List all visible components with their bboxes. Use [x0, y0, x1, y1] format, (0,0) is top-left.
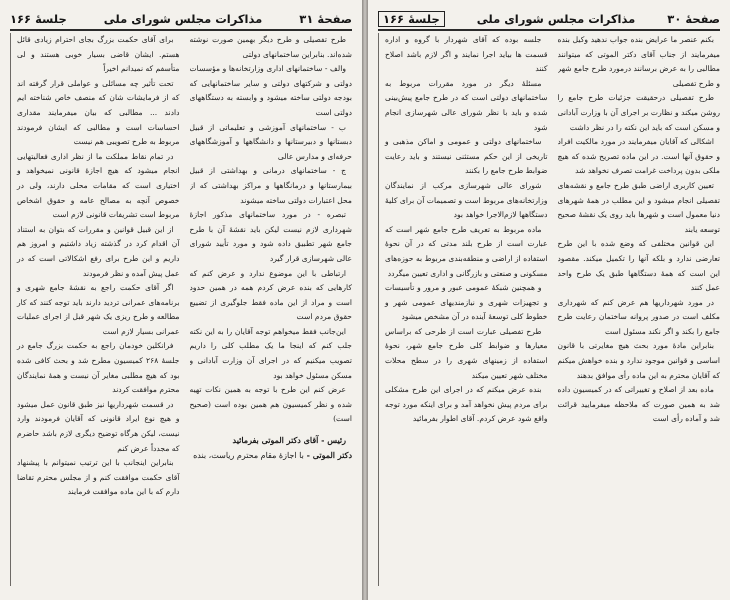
paragraph: برای آقای حکمت بزرگ بجای احترام زیادی قائل هستم. ایشان قاضی بسیار خوبی هستند و لی متأسفم که نمیدانم اخیراً [17, 35, 180, 74]
paragraph: بکنم عنصر ما عرایض بنده جواب ندهید وکیل بنده میفرمایند از جناب آقای دکتر الموتی که میتوانند مطالبی را به عرض برسانند درمورد طرح جامع شهر و طرح تفصیلی [557, 35, 720, 88]
paragraph: شورای عالی شهرسازی مرکب از نمایندگان وزارتخانه‌های مربوط است و تصمیمات آن برای کلیهٔ دستگاهها لازم‌الاجرا خواهد بود [385, 180, 548, 220]
paragraph: تعیین کاربری اراضی طبق طرح جامع و نقشه‌های تفصیلی انجام میشود و این مطلب در همهٔ شهرهای دنیا معمول است و شهرها باید روی یک نقشهٔ صحیح توسعه یابند [557, 180, 720, 234]
paragraph: بنابراین مادهٔ مورد بحث هیچ مغایرتی با قانون اساسی و قوانین موجود ندارد و بنده خواهش میکنم که آقایان محترم به این ماده رأی موافق بدهند [557, 341, 720, 380]
speaker-line: رئیس - آقای دکتر الموتی بفرمائید دکتر الموتی - با اجازهٔ مقام محترم ریاست، بنده [193, 435, 352, 460]
column-right [558, 33, 721, 586]
paragraph: در تمام نقاط مملکت ما از نظر اداری فعالیتهایی انجام میشود که هیچ اجازهٔ قانونی نمیخواهد و اختیاری است که مقامات محلی دارند، ولی در خصوص آنچه به مصالح عامه و حقوق اشخاص مربوط است تشریفات قانونی لازم است [17, 151, 180, 220]
paragraph: ب - ساختمانهای آموزشی و تعلیماتی از قبیل دبستانها و دبیرستانها و دانشگاهها و آموزشگاههای حرفه‌ای و مدارس عالی [189, 122, 352, 161]
paragraph: ساختمانهای دولتی و عمومی و اماکن مذهبی و تاریخی از این حکم مستثنی نیستند و باید رعایت ضوابط طرح جامع را بکنند [385, 137, 548, 176]
page-number: صفحهٔ ۳۱ [299, 12, 352, 26]
chair-statement: رئیس - آقای دکتر الموتی بفرمائید [232, 435, 346, 446]
paragraph: تحت تأثیر چه مسائلی و عواملی قرار گرفته اند که از فرمایشات شان که منصف خاص شناخته ایم دادند ... مطالبی که بیان میفرمایند مقداری احساسات است و مطالبی که ایشان فرمودند مربوط به طرح تصویبی هم نیست [17, 78, 180, 147]
paragraph: طرح تفصیلی عبارت است از طرحی که براساس معیارها و ضوابط کلی طرح جامع شهر، نحوهٔ استفاده از زمینهای شهری را در سطح محلات مختلف شهر تعیین میکند [385, 326, 548, 380]
column-left [378, 33, 548, 586]
session-number: جلسهٔ ۱۶۶ [10, 12, 67, 26]
paragraph: اگر آقای حکمت راجع به نقشهٔ جامع شهری و برنامه‌های عمرانی تردید دارند باید توجه کنند که کار مطالعه و طرح ریزی یک شهر قبل از اجرای عملیات عمرانی بسیار لازم است [17, 283, 180, 336]
running-title: مذاکرات مجلس شورای ملی [103, 12, 263, 26]
paragraph: از این قبیل قوانین و مقررات که بتوان به استناد آن اقدام کرد در گذشته زیاد داشتیم و امروز هم داریم و این طرح برای رفع اشکالاتی است که در عمل پیش آمده و نظر فرمودند [17, 224, 180, 278]
paragraph: این قوانین مختلفی که وضع شده با این طرح تعارضی ندارد و بلکه آنها را تکمیل میکند. مقصود این است که همهٔ دستگاهها طبق یک طرح واحد عمل کنند [557, 239, 720, 293]
paragraph: والف - ساختمانهای اداری وزارتخانه‌ها و مؤسسات دولتی و شرکتهای دولتی و سایر ساختمانهایی که بودجه دولتی ساخته میشود و وابسته به دستگاههای دولتی است [189, 64, 352, 117]
text-columns [10, 33, 352, 586]
session-number: جلسهٔ ۱۶۶ [378, 11, 445, 27]
speaker-name: دکتر الموتی [312, 449, 352, 460]
page-number: صفحهٔ ۳۰ [667, 12, 720, 26]
running-title: مذاکرات مجلس شورای ملی [476, 12, 636, 26]
paragraph: جلسه بوده که آقای شهردار با گروه و اداره قسمت ها بیاید اجرا نمایند و اگر لازم باشد اصلاح کنند [385, 35, 548, 74]
paragraph: ماده مربوط به تعریف طرح جامع شهر است که عبارت است از طرح بلند مدتی که در آن نحوهٔ استفاده از اراضی و منطقه‌بندی مربوط به حوزه‌های مسکونی و صنعتی و بازرگانی و اداری تعیین میگردد [385, 224, 548, 278]
paragraph: عرض کنم این طرح با توجه به همین نکات تهیه شده و نظر کمیسیون هم همین بوده است (صحیح است) [189, 385, 352, 424]
page-header [10, 9, 352, 31]
page-header [378, 9, 720, 31]
paragraph: بنده عرض میکنم که در اجرای این طرح مشکلی برای مردم پیش نخواهد آمد و برای اینکه مورد توجه واقع شود عرض کردم. آقای اطوار بفرمائید [385, 385, 548, 424]
paragraph: و همچنین شبکهٔ عمومی عبور و مرور و تأسیسات و تجهیزات شهری و نیازمندیهای عمومی شهر و خطوط کلی توسعهٔ آینده در آن مشخص میشود [385, 283, 548, 322]
paragraph: ارتباطی با این موضوع ندارد و عرض کنم که کارهایی که بنده عرض کردم همه در همین حدود است و مراد از این ماده فقط جلوگیری از تضییع حقوق مردم است [189, 268, 352, 322]
text-columns [378, 33, 720, 586]
paragraph: طرح تفصیلی و طرح دیگر بهمین صورت نوشته شده‌اند. بنابراین ساختمانهای دولتی [189, 35, 352, 59]
right-page [367, 0, 730, 600]
paragraph: طرح تفصیلی درحقیقت جزئیات طرح جامع را روشن میکند و نظارت بر اجرای آن با وزارت آبادانی و مسکن است که باید این نکته را در نظر داشت [557, 93, 720, 132]
paragraph: فرانکلین خودمان راجع به حکمت بزرگ جامع در جلسهٔ ۲۶۸ کمیسیون مطرح شد و بحث کافی شده بود که هیچ مطلبی مغایر آن نیست و همهٔ نمایندگان محترم موافقت کردند [17, 341, 180, 395]
left-page [0, 0, 363, 600]
paragraph: در قسمت شهرداریها نیز طبق قانون عمل میشود و هیچ نوع ایراد قانونی که آقایان فرمودند وارد نیست، لیکن هرگاه توضیح دیگری لازم باشد حاضرم که مجدداً عرض کنم [17, 399, 180, 453]
paragraph: این‌جانب فقط میخواهم توجه آقایان را به این نکته جلب کنم که اینجا ما یک مطلب کلی را داریم تصویب میکنیم که در اجرای آن وزارت آبادانی و مسکن مسئول خواهد بود [189, 326, 352, 380]
paragraph: تبصره - در مورد ساختمانهای مذکور اجازهٔ شهرداری لازم نیست لیکن باید نقشهٔ آن با طرح جامع شهر تطبیق داده شود و مورد تأیید شورای عالی شهرسازی قرار گیرد [189, 210, 352, 263]
column-right [190, 33, 353, 586]
paragraph: ج - ساختمانهای درمانی و بهداشتی از قبیل بیمارستانها و درمانگاهها و مراکز بهداشتی که از محل اعتبارات دولتی ساخته میشوند [189, 166, 352, 205]
paragraph: بنابراین اینجانب با این ترتیب نمیتوانم با پیشنهاد آقای حکمت موافقت کنم و از مجلس محترم تقاضا دارم که با این ماده موافقت فرمایند [17, 458, 180, 497]
paragraph: مسئلهٔ دیگر در مورد مقررات مربوط به ساختمانهای دولتی است که در طرح جامع پیش‌بینی شده و باید با نظر شورای عالی شهرسازی انجام شود [385, 78, 548, 132]
paragraph: در مورد شهرداریها هم عرض کنم که شهرداری مکلف است در صدور پروانه ساختمان رعایت طرح جامع را بکند و اگر نکند مسئول است [557, 297, 720, 336]
column-left [10, 33, 180, 586]
paragraph: اشکالی که آقایان میفرمایند در مورد مالکیت افراد و حقوق آنها است. در این ماده تصریح شده که هیچ ملکی بدون پرداخت غرامت تصرف نخواهد شد [557, 137, 720, 176]
speaker-note: با اجازهٔ مقام محترم ریاست، بنده [193, 450, 304, 460]
paragraph: ماده بعد از اصلاح و تغییراتی که در کمیسیون داده شد به همین صورت که ملاحظه میفرمایید قرائت شد و آماده رأی است [557, 385, 720, 424]
